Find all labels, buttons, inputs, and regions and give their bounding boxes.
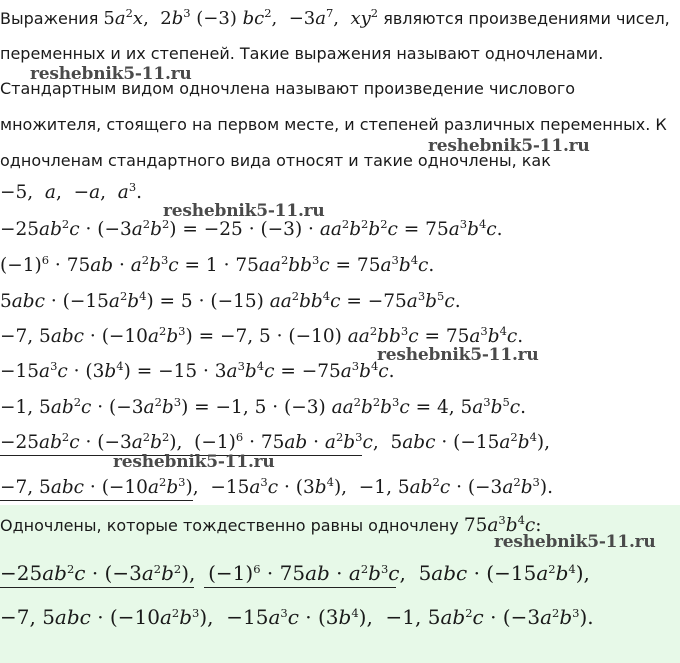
answer-underline-1 [0,587,194,588]
intro-line-1: Выражения $5a^2x$, $2b^3$ (−3) $bc^2$, $-3a^7$, $xy^2$ являются произведениями чисел, [0,6,670,29]
calc-line-4: −7, $5abc \cdot (-10a^2b^3) = -7$, 5 · (−10) $aa^2bb^3c = 75a^3b^4c$. [0,324,524,347]
list-line-1: $-25ab^2c \cdot (-3a^2b^2)$, $(-1)^6 \cdot 75ab \cdot a^2b^3c$, $5abc \cdot (-15a^2b^4)$, [0,430,551,453]
strike-line-2 [0,500,193,501]
answer-line-1: $-25ab^2c \cdot (-3a^2b^2)$, $(-1)^6 \cdot 75ab \cdot a^2b^3c$, $5abc \cdot (-15a^2b^4)$, [0,561,590,585]
watermark: reshebnik5-11.ru [163,201,325,221]
watermark: reshebnik5-11.ru [113,452,275,472]
intro-line-3: Стандартным видом одночлена называют произведение числового [0,79,576,98]
calc-line-5: $-15a^3c \cdot (3b^4) = -15 \cdot 3a^3b^4c = -75a^3b^4c$. [0,359,395,382]
standard-examples: −5, a, −a, $a^3$. [0,180,143,203]
intro-line-2: переменных и их степеней. Такие выражения называют одночленами. [0,44,604,63]
conclusion-line: Одночлены, которые тождественно равны одночлену $75a^3b^4c$: [0,513,542,536]
watermark: reshebnik5-11.ru [30,64,192,84]
intro-line-4: множителя, стоящего на первом месте, и степеней различных переменных. К [0,115,667,134]
intro-line-5: одночленам стандартного вида относят и такие одночлены, как [0,151,551,170]
watermark: reshebnik5-11.ru [377,345,539,365]
calc-line-3: $5abc \cdot (-15a^2b^4) = 5 \cdot (-15) aa^2bb^4c = -75a^3b^5c$. [0,289,461,312]
list-line-2: −7, $5abc \cdot (-10a^2b^3)$, $-15a^3c \cdot (3b^4)$, −1, $5ab^2c \cdot (-3a^2b^3)$. [0,475,553,498]
answer-line-2: −7, $5abc \cdot (-10a^2b^3)$, $-15a^3c \cdot (3b^4)$, −1, $5ab^2c \cdot (-3a^2b^3)$. [0,605,594,629]
calc-line-2: $(-1)^6 \cdot 75ab \cdot a^2b^3c = 1 \cdot 75aa^2bb^3c = 75a^3b^4c$. [0,253,435,276]
watermark: reshebnik5-11.ru [494,532,656,552]
watermark: reshebnik5-11.ru [428,136,590,156]
calc-line-1: $-25ab^2c \cdot (-3a^2b^2) = -25 \cdot (-3) \cdot aa^2b^2b^2c = 75a^3b^4c$. [0,217,503,240]
calc-line-6: −1, $5ab^2c \cdot (-3a^2b^3) = -1$, 5 · (−3) $aa^2b^2b^3c = 4$, $5a^3b^5c$. [0,395,527,418]
answer-underline-2 [204,587,396,588]
